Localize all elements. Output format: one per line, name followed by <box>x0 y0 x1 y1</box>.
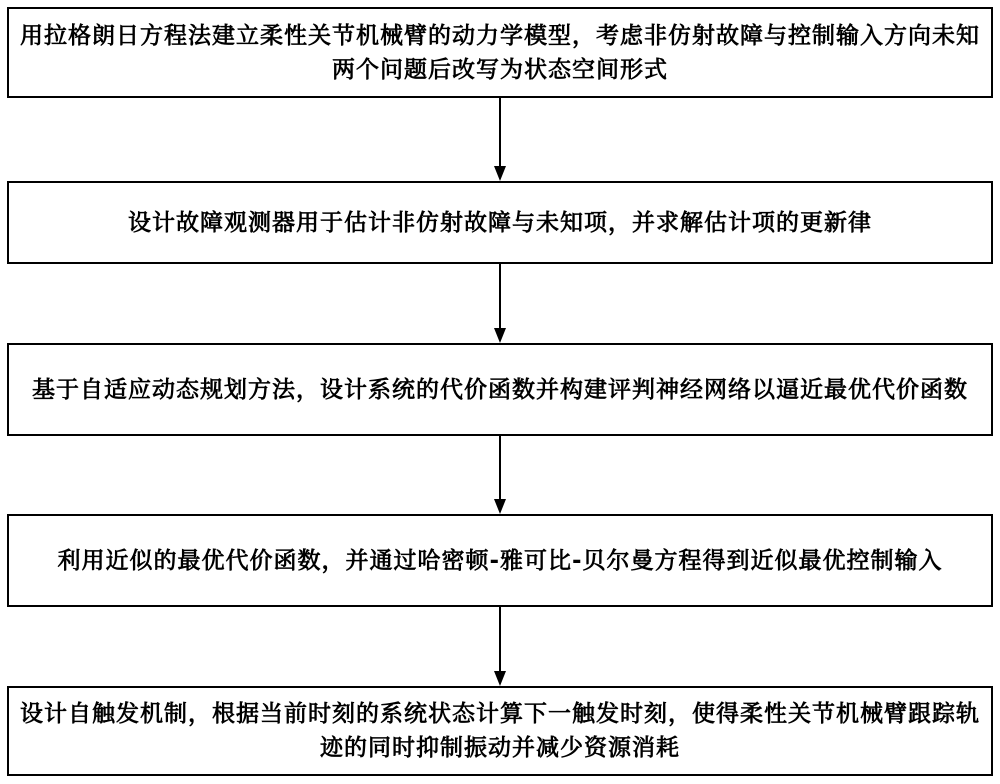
flow-step-2 <box>7 181 993 264</box>
flow-step-5 <box>7 686 993 776</box>
flow-step-1 <box>7 7 993 98</box>
flow-step-4 <box>7 514 993 607</box>
flow-arrow-2 <box>485 264 515 343</box>
flow-arrow-1 <box>485 98 515 181</box>
flow-step-3-text: 基于自适应动态规划方法，设计系统的代价函数并构建评判神经网络以逼近最优代价函数 <box>32 376 968 403</box>
flow-step-4-text: 利用近似的最优代价函数，并通过哈密顿-雅可比-贝尔曼方程得到近似最优控制输入 <box>57 547 943 574</box>
flow-step-2-text: 设计故障观测器用于估计非仿射故障与未知项，并求解估计项的更新律 <box>128 209 872 236</box>
flow-arrow-4 <box>485 607 515 686</box>
flow-step-3 <box>7 343 993 436</box>
flow-arrow-3 <box>485 436 515 514</box>
flow-step-1-text: 用拉格朗日方程法建立柔性关节机械臂的动力学模型，考虑非仿射故障与控制输入方向未知两个问题后改写为状态空间形式 <box>20 22 980 83</box>
flow-step-5-text: 设计自触发机制，根据当前时刻的系统状态计算下一触发时刻，使得柔性关节机械臂跟踪轨迹的同时抑制振动并减少资源消耗 <box>20 701 980 761</box>
